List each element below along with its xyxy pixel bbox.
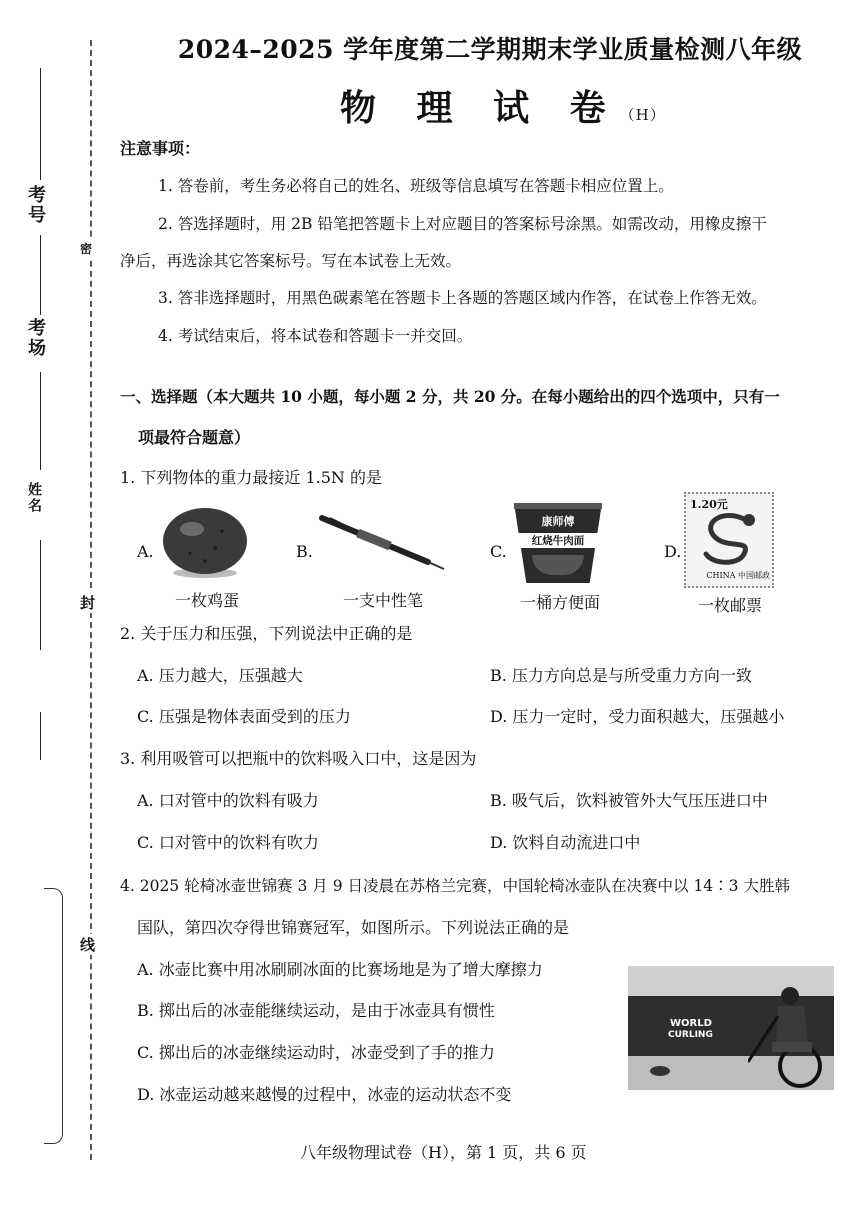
noodle-bucket-rim <box>514 503 602 509</box>
name-label: 姓名 <box>26 482 42 514</box>
subject-title <box>340 80 666 131</box>
section-1-title: 一、选择题（本大题共 10 小题，每小题 2 分，共 20 分。在每小题给出的四个选项中，只有一 <box>120 387 780 406</box>
photo-logo-text-2: CURLING <box>668 1030 713 1040</box>
note-4: 4. 考试结束后，将本试卷和答题卡一并交回。 <box>158 327 473 345</box>
q3-stem: 3. 利用吸管可以把瓶中的饮料吸入口中，这是因为 <box>120 749 477 768</box>
room-label: 考场 <box>25 318 46 358</box>
name-line-top <box>40 372 41 470</box>
section-1-title-cont: 项最符合题意） <box>138 428 251 447</box>
q1-option-a-letter: A. <box>137 542 154 561</box>
name-line-bottom <box>40 540 41 650</box>
margin-bracket <box>44 888 63 1144</box>
noodle-brand-text: 康师傅 <box>541 515 575 528</box>
q1-option-d-caption: 一枚邮票 <box>697 596 762 615</box>
stamp-country-text: CHINA 中国邮政 <box>706 571 770 580</box>
q2-stem: 2. 关于压力和压强，下列说法中正确的是 <box>120 624 413 643</box>
q1-option-a-caption: 一枚鸡蛋 <box>174 591 239 610</box>
stamp-snake-picture <box>694 508 764 568</box>
q1-option-c-letter: C. <box>490 542 507 561</box>
noodle-bucket-icon <box>514 503 602 585</box>
noodle-product-text: 红烧牛肉面 <box>518 533 598 548</box>
q4-option-a: A. 冰壶比赛中用冰刷刷冰面的比赛场地是为了增大摩擦力 <box>137 960 543 979</box>
seal-char-feng: 封 <box>80 594 96 612</box>
q1-option-b-letter: B. <box>296 542 313 561</box>
q1-option-b-caption: 一支中性笔 <box>342 591 423 610</box>
curling-photo <box>628 966 834 1090</box>
class-line <box>40 712 41 760</box>
q3-option-d: D. 饮料自动流进口中 <box>490 833 641 852</box>
q1-stem: 1. 下列物体的重力最接近 1.5N 的是 <box>120 468 382 487</box>
q2-option-b: B. 压力方向总是与所受重力方向一致 <box>490 666 752 685</box>
q2-option-d: D. 压力一定时，受力面积越大，压强越小 <box>490 707 785 726</box>
note-3: 3. 答非选择题时，用黑色碳素笔在答题卡上各题的答题区域内作答，在试卷上作答无效。 <box>158 289 767 307</box>
q4-stem: 4. 2025 轮椅冰壶世锦赛 3 月 9 日凌晨在苏格兰完赛，中国轮椅冰壶队在决赛中以 14∶3 大胜韩 <box>120 877 790 895</box>
wheelchair-athlete-figure <box>748 982 834 1090</box>
room-line <box>40 235 41 315</box>
note-1: 1. 答卷前，考生务必将自己的姓名、班级等信息填写在答题卡相应位置上。 <box>158 177 674 195</box>
exam-no-label: 考号 <box>25 185 46 225</box>
notes-heading: 注意事项： <box>120 139 201 158</box>
q2-option-a: A. 压力越大，压强越大 <box>137 666 303 685</box>
egg-icon <box>160 503 250 585</box>
q4-stem-cont: 国队，第四次夺得世锦赛冠军，如图所示。下列说法正确的是 <box>137 918 570 937</box>
edition-label: （H） <box>619 106 666 124</box>
q3-option-c: C. 口对管中的饮料有吹力 <box>137 833 319 852</box>
subject-name: 物 理 试 卷 <box>340 87 620 129</box>
q3-option-a: A. 口对管中的饮料有吸力 <box>137 791 319 810</box>
pen-icon <box>318 512 448 576</box>
q1-option-c-caption: 一桶方便面 <box>519 593 600 612</box>
exam-title: 2024–2025 学年度第二学期期末学业质量检测八年级 <box>177 35 803 64</box>
page-footer: 八年级物理试卷（H），第 1 页，共 6 页 <box>300 1143 587 1162</box>
photo-logo-text-1: WORLD <box>670 1018 712 1029</box>
note-2-cont: 净后，再选涂其它答案标号。写在本试卷上无效。 <box>120 252 462 270</box>
q4-option-d: D. 冰壶运动越来越慢的过程中，冰壶的运动状态不变 <box>137 1085 512 1104</box>
stamp-icon <box>684 492 774 588</box>
photo-curling-stone <box>650 1066 670 1076</box>
stamp-value: 1.20元 <box>690 498 728 511</box>
q4-option-b: B. 掷出后的冰壶能继续运动，是由于冰壶具有惯性 <box>137 1001 495 1020</box>
seal-char-xian: 线 <box>80 936 96 954</box>
q2-option-c: C. 压强是物体表面受到的压力 <box>137 707 351 726</box>
note-2: 2. 答选择题时，用 2B 铅笔把答题卡上对应题目的答案标号涂黑。如需改动，用橡皮擦干 <box>158 215 767 233</box>
q3-option-b: B. 吸气后，饮料被管外大气压压进口中 <box>490 791 768 810</box>
seal-char-mi: 密 <box>80 242 93 256</box>
q1-option-d-letter: D. <box>664 542 682 561</box>
exam-no-line <box>40 68 41 180</box>
q4-option-c: C. 掷出后的冰壶继续运动时，冰壶受到了手的推力 <box>137 1043 495 1062</box>
